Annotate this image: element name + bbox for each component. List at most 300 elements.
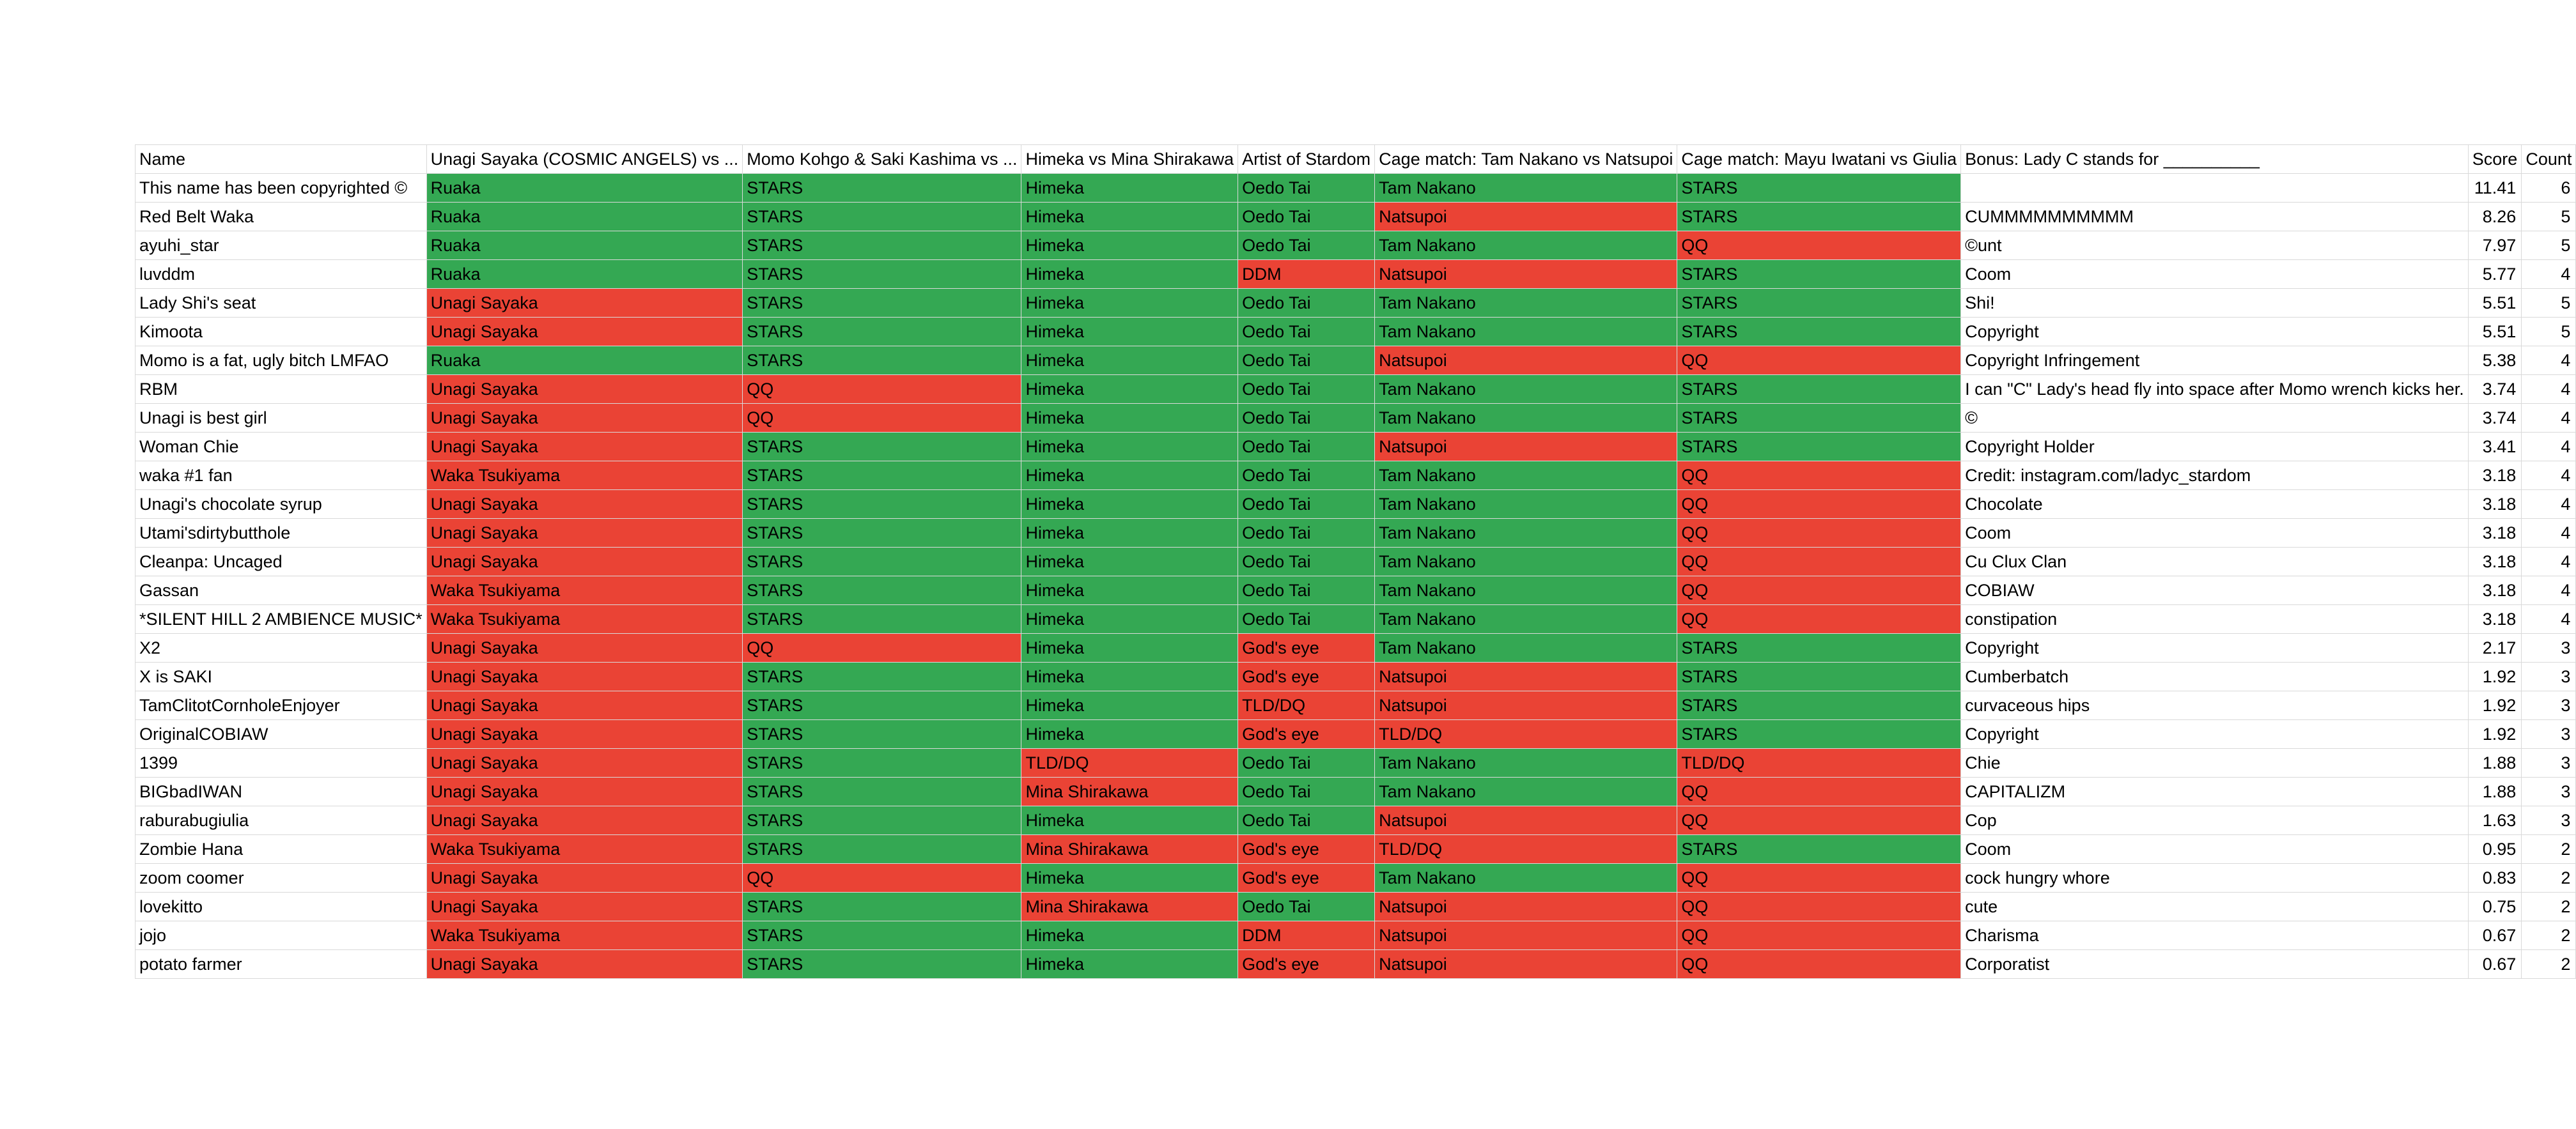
bonus-cell[interactable]: constipation — [1961, 605, 2469, 634]
score-cell[interactable]: 3.18 — [2468, 519, 2522, 548]
pick-cell-incorrect[interactable]: Waka Tsukiyama — [426, 921, 743, 950]
spreadsheet — [135, 144, 2576, 979]
pick-cell-correct[interactable]: Tam Nakano — [1375, 461, 1677, 490]
pick-cell-correct[interactable]: Himeka — [1021, 720, 1238, 749]
bonus-cell[interactable]: cute — [1961, 893, 2469, 921]
count-cell[interactable]: 4 — [2522, 605, 2576, 634]
count-cell[interactable]: 4 — [2522, 375, 2576, 404]
pick-cell-correct[interactable]: Ruaka — [426, 260, 743, 289]
pick-cell-incorrect[interactable]: TLD/DQ — [1677, 749, 1961, 778]
pick-cell-correct[interactable]: Tam Nakano — [1375, 174, 1677, 203]
score-cell[interactable]: 5.51 — [2468, 318, 2522, 346]
pick-cell-incorrect[interactable]: QQ — [1677, 490, 1961, 519]
pick-cell-incorrect[interactable]: QQ — [1677, 548, 1961, 576]
count-cell[interactable]: 4 — [2522, 461, 2576, 490]
pick-cell-incorrect[interactable]: Unagi Sayaka — [426, 375, 743, 404]
score-cell[interactable]: 3.18 — [2468, 490, 2522, 519]
pick-cell-incorrect[interactable]: Unagi Sayaka — [426, 490, 743, 519]
pick-cell-correct[interactable]: STARS — [1677, 375, 1961, 404]
pick-cell-incorrect[interactable]: QQ — [1677, 519, 1961, 548]
bonus-cell[interactable]: Copyright — [1961, 318, 2469, 346]
name-cell[interactable]: Kimoota — [136, 318, 427, 346]
score-cell[interactable]: 3.41 — [2468, 433, 2522, 461]
score-cell[interactable]: 0.83 — [2468, 864, 2522, 893]
bonus-cell[interactable]: I can "C" Lady's head fly into space after Momo wrench kicks her. — [1961, 375, 2469, 404]
pick-cell-incorrect[interactable]: Natsupoi — [1375, 893, 1677, 921]
pick-cell-correct[interactable]: Tam Nakano — [1375, 778, 1677, 806]
name-cell[interactable]: waka #1 fan — [136, 461, 427, 490]
name-header[interactable]: Name — [136, 145, 427, 174]
pick-cell-incorrect[interactable]: Unagi Sayaka — [426, 720, 743, 749]
pick-cell-correct[interactable]: Oedo Tai — [1238, 893, 1375, 921]
pick-cell-correct[interactable]: STARS — [743, 490, 1021, 519]
pick-cell-incorrect[interactable]: QQ — [1677, 231, 1961, 260]
pick-cell-incorrect[interactable]: QQ — [743, 375, 1021, 404]
pick-cell-correct[interactable]: Tam Nakano — [1375, 231, 1677, 260]
score-cell[interactable]: 2.17 — [2468, 634, 2522, 663]
score-header[interactable]: Score — [2468, 145, 2522, 174]
pick-cell-incorrect[interactable]: Natsupoi — [1375, 203, 1677, 231]
count-cell[interactable]: 5 — [2522, 231, 2576, 260]
table-row — [136, 490, 2576, 519]
pick-cell-incorrect[interactable]: Unagi Sayaka — [426, 519, 743, 548]
pick-cell-incorrect[interactable]: Waka Tsukiyama — [426, 576, 743, 605]
pick-cell-correct[interactable]: STARS — [1677, 720, 1961, 749]
pick-cell-correct[interactable]: Himeka — [1021, 231, 1238, 260]
score-cell[interactable]: 8.26 — [2468, 203, 2522, 231]
bonus-cell[interactable]: Coom — [1961, 519, 2469, 548]
pick-cell-incorrect[interactable]: Unagi Sayaka — [426, 548, 743, 576]
pick-cell-correct[interactable]: STARS — [743, 174, 1021, 203]
pick-cell-correct[interactable]: Himeka — [1021, 605, 1238, 634]
name-cell[interactable]: X is SAKI — [136, 663, 427, 691]
bonus-header[interactable]: Bonus: Lady C stands for __________ — [1961, 145, 2469, 174]
pick-cell-correct[interactable]: STARS — [743, 433, 1021, 461]
pick-cell-correct[interactable]: Himeka — [1021, 346, 1238, 375]
pick-cell-correct[interactable]: Himeka — [1021, 691, 1238, 720]
pick-cell-incorrect[interactable]: God's eye — [1238, 634, 1375, 663]
bonus-cell[interactable]: Copyright — [1961, 634, 2469, 663]
pick4-header[interactable]: Artist of Stardom — [1238, 145, 1375, 174]
bonus-cell[interactable]: Copyright Holder — [1961, 433, 2469, 461]
pick-cell-correct[interactable]: Himeka — [1021, 375, 1238, 404]
name-cell[interactable]: OriginalCOBIAW — [136, 720, 427, 749]
name-cell[interactable]: BIGbadIWAN — [136, 778, 427, 806]
pick-cell-correct[interactable]: Oedo Tai — [1238, 203, 1375, 231]
name-cell[interactable]: luvddm — [136, 260, 427, 289]
pick-cell-incorrect[interactable]: Unagi Sayaka — [426, 778, 743, 806]
pick-cell-incorrect[interactable]: TLD/DQ — [1021, 749, 1238, 778]
pick-cell-correct[interactable]: Tam Nakano — [1375, 749, 1677, 778]
table-row — [136, 663, 2576, 691]
name-cell[interactable]: Unagi is best girl — [136, 404, 427, 433]
pick-cell-incorrect[interactable]: Mina Shirakawa — [1021, 835, 1238, 864]
pick-cell-correct[interactable]: STARS — [743, 691, 1021, 720]
pick-cell-incorrect[interactable]: Unagi Sayaka — [426, 893, 743, 921]
count-cell[interactable]: 4 — [2522, 404, 2576, 433]
pick-cell-correct[interactable]: Himeka — [1021, 174, 1238, 203]
pick-cell-incorrect[interactable]: Waka Tsukiyama — [426, 461, 743, 490]
score-cell[interactable]: 3.18 — [2468, 461, 2522, 490]
pick-cell-incorrect[interactable]: Mina Shirakawa — [1021, 778, 1238, 806]
pick-cell-correct[interactable]: STARS — [743, 260, 1021, 289]
pick-cell-correct[interactable]: Himeka — [1021, 433, 1238, 461]
table-row — [136, 921, 2576, 950]
pick-cell-correct[interactable]: Himeka — [1021, 203, 1238, 231]
pick-cell-correct[interactable]: Tam Nakano — [1375, 519, 1677, 548]
count-cell[interactable]: 4 — [2522, 490, 2576, 519]
pick-cell-incorrect[interactable]: Unagi Sayaka — [426, 663, 743, 691]
count-cell[interactable]: 4 — [2522, 346, 2576, 375]
score-cell[interactable]: 5.38 — [2468, 346, 2522, 375]
pick-cell-correct[interactable]: Tam Nakano — [1375, 404, 1677, 433]
pick-cell-correct[interactable]: Himeka — [1021, 318, 1238, 346]
pick-cell-correct[interactable]: STARS — [743, 203, 1021, 231]
bonus-cell[interactable]: Chocolate — [1961, 490, 2469, 519]
pick-cell-incorrect[interactable]: Natsupoi — [1375, 950, 1677, 979]
bonus-cell[interactable]: Corporatist — [1961, 950, 2469, 979]
count-cell[interactable]: 5 — [2522, 203, 2576, 231]
pick-cell-correct[interactable]: Tam Nakano — [1375, 548, 1677, 576]
pick-cell-incorrect[interactable]: Natsupoi — [1375, 921, 1677, 950]
count-cell[interactable]: 4 — [2522, 433, 2576, 461]
bonus-cell[interactable]: CUMMMMMMMMMM — [1961, 203, 2469, 231]
pick-cell-incorrect[interactable]: God's eye — [1238, 864, 1375, 893]
score-cell[interactable]: 0.75 — [2468, 893, 2522, 921]
score-cell[interactable]: 3.74 — [2468, 375, 2522, 404]
pick-cell-correct[interactable]: Oedo Tai — [1238, 404, 1375, 433]
pick-cell-correct[interactable]: STARS — [743, 720, 1021, 749]
count-cell[interactable]: 4 — [2522, 519, 2576, 548]
pick-cell-correct[interactable]: Oedo Tai — [1238, 289, 1375, 318]
pick-cell-correct[interactable]: STARS — [743, 346, 1021, 375]
name-cell[interactable]: jojo — [136, 921, 427, 950]
count-cell[interactable]: 4 — [2522, 260, 2576, 289]
score-cell[interactable]: 1.92 — [2468, 720, 2522, 749]
bonus-cell[interactable]: Coom — [1961, 835, 2469, 864]
pick-cell-correct[interactable]: STARS — [743, 835, 1021, 864]
name-cell[interactable]: X2 — [136, 634, 427, 663]
score-cell[interactable]: 5.51 — [2468, 289, 2522, 318]
pick-cell-incorrect[interactable]: Waka Tsukiyama — [426, 835, 743, 864]
pick6-header[interactable]: Cage match: Mayu Iwatani vs Giulia — [1677, 145, 1961, 174]
pick-cell-correct[interactable]: Oedo Tai — [1238, 433, 1375, 461]
score-cell[interactable]: 0.95 — [2468, 835, 2522, 864]
pick-cell-correct[interactable]: Oedo Tai — [1238, 576, 1375, 605]
pick-cell-incorrect[interactable]: QQ — [1677, 950, 1961, 979]
pick-cell-incorrect[interactable]: TLD/DQ — [1375, 720, 1677, 749]
pick-cell-correct[interactable]: Oedo Tai — [1238, 806, 1375, 835]
pick-cell-incorrect[interactable]: Natsupoi — [1375, 433, 1677, 461]
pick-cell-incorrect[interactable]: Unagi Sayaka — [426, 318, 743, 346]
pick-cell-correct[interactable]: Himeka — [1021, 634, 1238, 663]
table-row — [136, 576, 2576, 605]
name-cell[interactable]: Unagi's chocolate syrup — [136, 490, 427, 519]
bonus-cell[interactable]: Charisma — [1961, 921, 2469, 950]
pick-cell-correct[interactable]: STARS — [743, 461, 1021, 490]
pick-cell-correct[interactable]: Oedo Tai — [1238, 231, 1375, 260]
bonus-cell[interactable]: Shi! — [1961, 289, 2469, 318]
bonus-cell[interactable]: Credit: instagram.com/ladyc_stardom — [1961, 461, 2469, 490]
score-cell[interactable]: 5.77 — [2468, 260, 2522, 289]
pick-cell-correct[interactable]: STARS — [743, 318, 1021, 346]
name-cell[interactable]: ayuhi_star — [136, 231, 427, 260]
pick-cell-correct[interactable]: Ruaka — [426, 174, 743, 203]
bonus-cell[interactable]: Copyright — [1961, 720, 2469, 749]
bonus-cell[interactable]: Cu Clux Clan — [1961, 548, 2469, 576]
pick-cell-correct[interactable]: STARS — [743, 950, 1021, 979]
pick-cell-correct[interactable]: STARS — [1677, 404, 1961, 433]
score-cell[interactable]: 1.92 — [2468, 691, 2522, 720]
count-header[interactable]: Count — [2522, 145, 2576, 174]
pick-cell-correct[interactable]: STARS — [1677, 634, 1961, 663]
pick-cell-correct[interactable]: STARS — [743, 778, 1021, 806]
pick-cell-incorrect[interactable]: God's eye — [1238, 835, 1375, 864]
pick-cell-correct[interactable]: Himeka — [1021, 289, 1238, 318]
pick-cell-correct[interactable]: STARS — [1677, 203, 1961, 231]
score-cell[interactable]: 3.18 — [2468, 548, 2522, 576]
pick-cell-correct[interactable]: Oedo Tai — [1238, 519, 1375, 548]
pick-cell-correct[interactable]: Oedo Tai — [1238, 174, 1375, 203]
pick2-header[interactable]: Momo Kohgo & Saki Kashima vs ... — [743, 145, 1021, 174]
pick-cell-correct[interactable]: Oedo Tai — [1238, 346, 1375, 375]
pick-cell-incorrect[interactable]: QQ — [1677, 864, 1961, 893]
table-row — [136, 346, 2576, 375]
name-cell[interactable]: TamClitotCornholeEnjoyer — [136, 691, 427, 720]
score-cell[interactable]: 1.92 — [2468, 663, 2522, 691]
pick-cell-correct[interactable]: STARS — [1677, 433, 1961, 461]
pick-cell-correct[interactable]: STARS — [1677, 174, 1961, 203]
pick-cell-correct[interactable]: Himeka — [1021, 864, 1238, 893]
count-cell[interactable]: 2 — [2522, 835, 2576, 864]
pick-cell-correct[interactable]: Tam Nakano — [1375, 375, 1677, 404]
pick-cell-correct[interactable]: Himeka — [1021, 548, 1238, 576]
name-cell[interactable]: lovekitto — [136, 893, 427, 921]
pick-cell-correct[interactable]: Himeka — [1021, 461, 1238, 490]
name-cell[interactable]: RBM — [136, 375, 427, 404]
pick-cell-incorrect[interactable]: QQ — [1677, 893, 1961, 921]
pick-cell-correct[interactable]: STARS — [743, 749, 1021, 778]
pick-cell-correct[interactable]: STARS — [1677, 289, 1961, 318]
pick-cell-correct[interactable]: Oedo Tai — [1238, 318, 1375, 346]
pick-cell-incorrect[interactable]: Unagi Sayaka — [426, 950, 743, 979]
count-cell[interactable]: 3 — [2522, 634, 2576, 663]
pick-cell-incorrect[interactable]: Unagi Sayaka — [426, 749, 743, 778]
pick-cell-incorrect[interactable]: TLD/DQ — [1238, 691, 1375, 720]
bonus-cell[interactable]: ©unt — [1961, 231, 2469, 260]
name-cell[interactable]: zoom coomer — [136, 864, 427, 893]
pick-cell-incorrect[interactable]: QQ — [743, 404, 1021, 433]
bonus-cell[interactable] — [1961, 174, 2469, 203]
count-cell[interactable]: 2 — [2522, 950, 2576, 979]
name-cell[interactable]: Utami'sdirtybutthole — [136, 519, 427, 548]
pick-cell-correct[interactable]: Oedo Tai — [1238, 461, 1375, 490]
bonus-cell[interactable]: Cop — [1961, 806, 2469, 835]
bonus-cell[interactable]: Coom — [1961, 260, 2469, 289]
pick-cell-incorrect[interactable]: Waka Tsukiyama — [426, 605, 743, 634]
name-cell[interactable]: This name has been copyrighted © — [136, 174, 427, 203]
pick-cell-incorrect[interactable]: Unagi Sayaka — [426, 806, 743, 835]
name-cell[interactable]: Gassan — [136, 576, 427, 605]
pick-cell-incorrect[interactable]: Unagi Sayaka — [426, 634, 743, 663]
pick-cell-correct[interactable]: STARS — [743, 548, 1021, 576]
pick-cell-correct[interactable]: Himeka — [1021, 921, 1238, 950]
count-cell[interactable]: 3 — [2522, 720, 2576, 749]
pick-cell-incorrect[interactable]: QQ — [1677, 921, 1961, 950]
score-cell[interactable]: 3.74 — [2468, 404, 2522, 433]
pick-cell-incorrect[interactable]: QQ — [1677, 461, 1961, 490]
pick-cell-correct[interactable]: Himeka — [1021, 576, 1238, 605]
pick-cell-incorrect[interactable]: Unagi Sayaka — [426, 691, 743, 720]
name-cell[interactable]: raburabugiulia — [136, 806, 427, 835]
count-cell[interactable]: 2 — [2522, 864, 2576, 893]
pick-cell-correct[interactable]: Oedo Tai — [1238, 605, 1375, 634]
name-cell[interactable]: 1399 — [136, 749, 427, 778]
pick-cell-incorrect[interactable]: Mina Shirakawa — [1021, 893, 1238, 921]
score-cell[interactable]: 3.18 — [2468, 576, 2522, 605]
count-cell[interactable]: 3 — [2522, 691, 2576, 720]
pick-cell-correct[interactable]: STARS — [743, 231, 1021, 260]
pick-cell-correct[interactable]: Himeka — [1021, 519, 1238, 548]
pick-cell-correct[interactable]: Oedo Tai — [1238, 548, 1375, 576]
pick-cell-correct[interactable]: Tam Nakano — [1375, 634, 1677, 663]
name-cell[interactable]: Lady Shi's seat — [136, 289, 427, 318]
pick-cell-incorrect[interactable]: Unagi Sayaka — [426, 404, 743, 433]
pick-cell-correct[interactable]: Tam Nakano — [1375, 864, 1677, 893]
pick-cell-incorrect[interactable]: QQ — [1677, 576, 1961, 605]
pick-cell-correct[interactable]: Oedo Tai — [1238, 749, 1375, 778]
pick-cell-correct[interactable]: Ruaka — [426, 231, 743, 260]
pick-cell-incorrect[interactable]: Natsupoi — [1375, 260, 1677, 289]
pick-cell-correct[interactable]: Himeka — [1021, 663, 1238, 691]
pick-cell-correct[interactable]: Himeka — [1021, 404, 1238, 433]
pick-cell-incorrect[interactable]: God's eye — [1238, 720, 1375, 749]
score-cell[interactable]: 1.88 — [2468, 778, 2522, 806]
name-cell[interactable]: *SILENT HILL 2 AMBIENCE MUSIC* — [136, 605, 427, 634]
pick1-header[interactable]: Unagi Sayaka (COSMIC ANGELS) vs ... — [426, 145, 743, 174]
pick-cell-correct[interactable]: STARS — [1677, 663, 1961, 691]
bonus-cell[interactable]: © — [1961, 404, 2469, 433]
name-cell[interactable]: potato farmer — [136, 950, 427, 979]
pick-cell-incorrect[interactable]: Natsupoi — [1375, 691, 1677, 720]
pick-cell-correct[interactable]: Himeka — [1021, 490, 1238, 519]
count-cell[interactable]: 2 — [2522, 921, 2576, 950]
pick-cell-incorrect[interactable]: Natsupoi — [1375, 346, 1677, 375]
table-row — [136, 519, 2576, 548]
pick-cell-correct[interactable]: STARS — [743, 605, 1021, 634]
count-cell[interactable]: 4 — [2522, 576, 2576, 605]
pick-cell-incorrect[interactable]: QQ — [1677, 778, 1961, 806]
count-cell[interactable]: 2 — [2522, 893, 2576, 921]
pick-cell-correct[interactable]: STARS — [743, 519, 1021, 548]
pick-cell-correct[interactable]: STARS — [743, 576, 1021, 605]
pick-cell-incorrect[interactable]: DDM — [1238, 921, 1375, 950]
score-cell[interactable]: 11.41 — [2468, 174, 2522, 203]
pick-cell-incorrect[interactable]: God's eye — [1238, 950, 1375, 979]
bonus-cell[interactable]: Cumberbatch — [1961, 663, 2469, 691]
pick-cell-incorrect[interactable]: Unagi Sayaka — [426, 289, 743, 318]
pick-cell-correct[interactable]: STARS — [743, 893, 1021, 921]
pick-cell-correct[interactable]: STARS — [743, 663, 1021, 691]
pick-cell-incorrect[interactable]: Natsupoi — [1375, 806, 1677, 835]
pick-cell-incorrect[interactable]: QQ — [743, 864, 1021, 893]
pick-cell-correct[interactable]: Himeka — [1021, 260, 1238, 289]
pick-cell-correct[interactable]: Himeka — [1021, 806, 1238, 835]
pick-cell-correct[interactable]: STARS — [1677, 835, 1961, 864]
pick-cell-correct[interactable]: Tam Nakano — [1375, 318, 1677, 346]
score-cell[interactable]: 0.67 — [2468, 950, 2522, 979]
bonus-cell[interactable]: COBIAW — [1961, 576, 2469, 605]
name-cell[interactable]: Cleanpa: Uncaged — [136, 548, 427, 576]
bonus-cell[interactable]: cock hungry whore — [1961, 864, 2469, 893]
count-cell[interactable]: 5 — [2522, 289, 2576, 318]
pick-cell-incorrect[interactable]: QQ — [1677, 346, 1961, 375]
score-cell[interactable]: 0.67 — [2468, 921, 2522, 950]
count-cell[interactable]: 6 — [2522, 174, 2576, 203]
pick-cell-correct[interactable]: Oedo Tai — [1238, 490, 1375, 519]
count-cell[interactable]: 5 — [2522, 318, 2576, 346]
score-cell[interactable]: 1.88 — [2468, 749, 2522, 778]
pick-cell-correct[interactable]: STARS — [1677, 691, 1961, 720]
pick-cell-incorrect[interactable]: QQ — [743, 634, 1021, 663]
name-cell[interactable]: Zombie Hana — [136, 835, 427, 864]
pick-cell-incorrect[interactable]: QQ — [1677, 806, 1961, 835]
pick3-header[interactable]: Himeka vs Mina Shirakawa — [1021, 145, 1238, 174]
pick-cell-correct[interactable]: STARS — [1677, 318, 1961, 346]
pick-cell-correct[interactable]: Tam Nakano — [1375, 289, 1677, 318]
pick-cell-incorrect[interactable]: Unagi Sayaka — [426, 864, 743, 893]
name-cell[interactable]: Woman Chie — [136, 433, 427, 461]
pick-cell-correct[interactable]: Oedo Tai — [1238, 778, 1375, 806]
bonus-cell[interactable]: CAPITALIZM — [1961, 778, 2469, 806]
bonus-cell[interactable]: Chie — [1961, 749, 2469, 778]
pick-cell-correct[interactable]: Tam Nakano — [1375, 576, 1677, 605]
table-row — [136, 375, 2576, 404]
count-cell[interactable]: 3 — [2522, 806, 2576, 835]
pick-cell-correct[interactable]: Tam Nakano — [1375, 605, 1677, 634]
pick-cell-incorrect[interactable]: Natsupoi — [1375, 663, 1677, 691]
pick-cell-correct[interactable]: STARS — [743, 289, 1021, 318]
pick-cell-correct[interactable]: Tam Nakano — [1375, 490, 1677, 519]
pick-cell-correct[interactable]: Ruaka — [426, 203, 743, 231]
table-row — [136, 893, 2576, 921]
score-cell[interactable]: 7.97 — [2468, 231, 2522, 260]
bonus-cell[interactable]: curvaceous hips — [1961, 691, 2469, 720]
pick5-header[interactable]: Cage match: Tam Nakano vs Natsupoi — [1375, 145, 1677, 174]
pick-cell-correct[interactable]: Himeka — [1021, 950, 1238, 979]
score-cell[interactable]: 1.63 — [2468, 806, 2522, 835]
count-cell[interactable]: 3 — [2522, 749, 2576, 778]
count-cell[interactable]: 3 — [2522, 778, 2576, 806]
pick-cell-incorrect[interactable]: God's eye — [1238, 663, 1375, 691]
pick-cell-incorrect[interactable]: Unagi Sayaka — [426, 433, 743, 461]
pick-cell-correct[interactable]: STARS — [743, 806, 1021, 835]
pick-cell-correct[interactable]: STARS — [743, 921, 1021, 950]
pick-cell-incorrect[interactable]: QQ — [1677, 605, 1961, 634]
table-row — [136, 318, 2576, 346]
pick-cell-correct[interactable]: Oedo Tai — [1238, 375, 1375, 404]
pick-cell-correct[interactable]: STARS — [1677, 260, 1961, 289]
bonus-cell[interactable]: Copyright Infringement — [1961, 346, 2469, 375]
pick-cell-incorrect[interactable]: TLD/DQ — [1375, 835, 1677, 864]
pick-cell-incorrect[interactable]: DDM — [1238, 260, 1375, 289]
pick-cell-correct[interactable]: Ruaka — [426, 346, 743, 375]
name-cell[interactable]: Momo is a fat, ugly bitch LMFAO — [136, 346, 427, 375]
count-cell[interactable]: 3 — [2522, 663, 2576, 691]
score-cell[interactable]: 3.18 — [2468, 605, 2522, 634]
count-cell[interactable]: 4 — [2522, 548, 2576, 576]
name-cell[interactable]: Red Belt Waka — [136, 203, 427, 231]
